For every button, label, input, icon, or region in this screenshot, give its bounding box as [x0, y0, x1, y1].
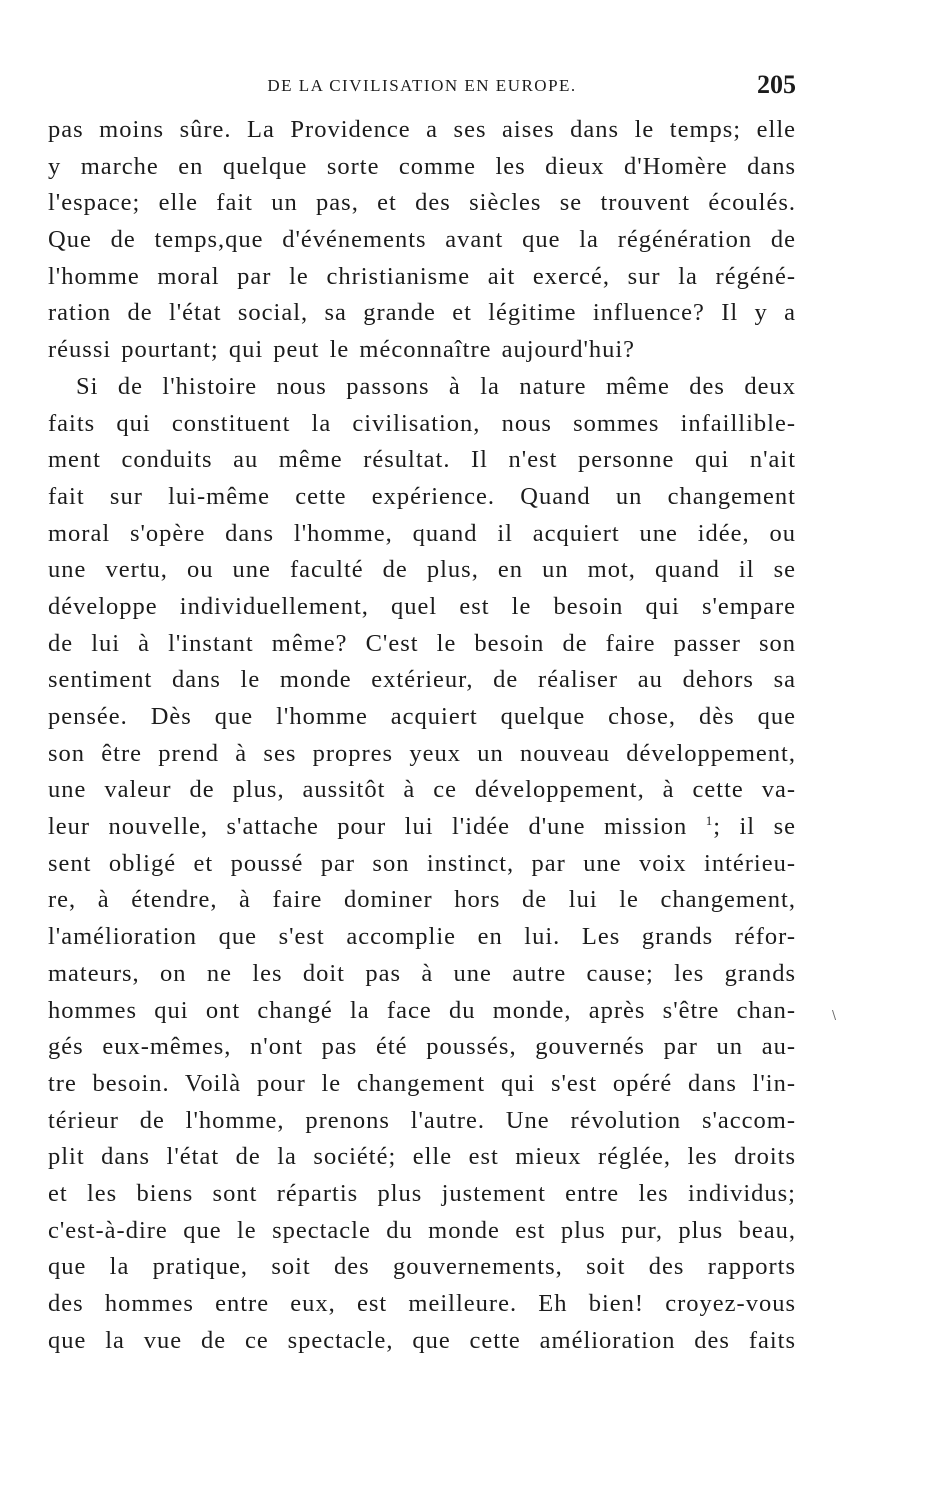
text-line: c'est-à-dire que le spectacle du monde est plus pur, plus beau, [48, 1216, 796, 1244]
paragraph-1 [48, 112, 796, 369]
text-line: sentiment dans le monde extérieur, de réaliser au dehors sa [48, 666, 796, 694]
text-line: l'espace; elle fait un pas, et des siècles se trouvent écoulés. [48, 189, 796, 217]
paragraph-2 [48, 369, 796, 1360]
text-segment: leur nouvelle, s'attache pour lui l'idée d'une mission [48, 813, 688, 841]
text-line: Que de temps,que d'événements avant que la régénération de [48, 226, 796, 254]
text-line: une vertu, ou une faculté de plus, en un mot, quand il se [48, 556, 796, 584]
text-line-with-footnote [48, 809, 796, 846]
text-line: ment conduits au même résultat. Il n'est personne qui n'ait [48, 446, 796, 474]
text-line: re, à étendre, à faire dominer hors de lui le changement, [48, 886, 796, 914]
text-line: des hommes entre eux, est meilleure. Eh bien! croyez-vous [48, 1290, 796, 1317]
text-line: l'homme moral par le christianisme ait exercé, sur la régéné- [48, 262, 796, 290]
text-line: son être prend à ses propres yeux un nouveau développement, [48, 739, 796, 767]
text-line: y marche en quelque sorte comme les dieux d'Homère dans [48, 152, 796, 180]
text-line: une valeur de plus, aussitôt à ce développement, à cette va- [48, 776, 796, 804]
text-line: mateurs, on ne les doit pas à une autre cause; les grands [48, 959, 796, 987]
text-line: gés eux-mêmes, n'ont pas été poussés, gouvernés par un au- [48, 1033, 796, 1061]
text-line: faits qui constituent la civilisation, nous sommes infaillible- [48, 409, 796, 437]
text-line: hommes qui ont changé la face du monde, après s'être chan- [48, 996, 796, 1024]
text-line: moral s'opère dans l'homme, quand il acquiert une idée, ou [48, 519, 796, 547]
text-line: pas moins sûre. La Providence a ses aises dans le temps; elle [48, 116, 796, 143]
text-line: térieur de l'homme, prenons l'autre. Une révolution s'accom- [48, 1106, 796, 1134]
text-line: fait sur lui-même cette expérience. Quand un changement [48, 482, 796, 510]
text-line: développe individuellement, quel est le besoin qui s'empare [48, 592, 796, 620]
text-line: pensée. Dès que l'homme acquiert quelque chose, dès que [48, 703, 796, 730]
text-line: réussi pourtant; qui peut le méconnaître aujourd'hui? [48, 336, 636, 364]
text-line: Si de l'histoire nous passons à la nature même des deux [76, 372, 796, 400]
text-line: et les biens sont répartis plus justement entre les individus; [48, 1179, 796, 1207]
running-title: DE LA CIVILISATION EN EUROPE. [267, 76, 577, 95]
text-line: que la vue de ce spectacle, que cette amélioration des faits [48, 1326, 796, 1354]
text-line: sent obligé et poussé par son instinct, par une voix intérieu- [48, 849, 796, 877]
text-line: ration de l'état social, sa grande et légitime influence? Il y a [48, 299, 796, 327]
text-line: tre besoin. Voilà pour le changement qui s'est opéré dans l'in- [48, 1069, 796, 1097]
page-number: 205 [757, 70, 796, 99]
text-segment: ; il se [713, 813, 796, 841]
body-text [48, 112, 796, 1359]
text-line: l'amélioration que s'est accomplie en lui. Les grands réfor- [48, 923, 796, 951]
text-line: plit dans l'état de la société; elle est mieux réglée, les droits [48, 1143, 796, 1171]
footnote-marker[interactable]: 1 [705, 812, 714, 828]
stray-mark: \ [832, 1008, 837, 1022]
page-header [48, 70, 796, 104]
text-line: que la pratique, soit des gouvernements, soit des rapports [48, 1253, 796, 1281]
text-line: de lui à l'instant même? C'est le besoin de faire passer son [48, 629, 796, 657]
